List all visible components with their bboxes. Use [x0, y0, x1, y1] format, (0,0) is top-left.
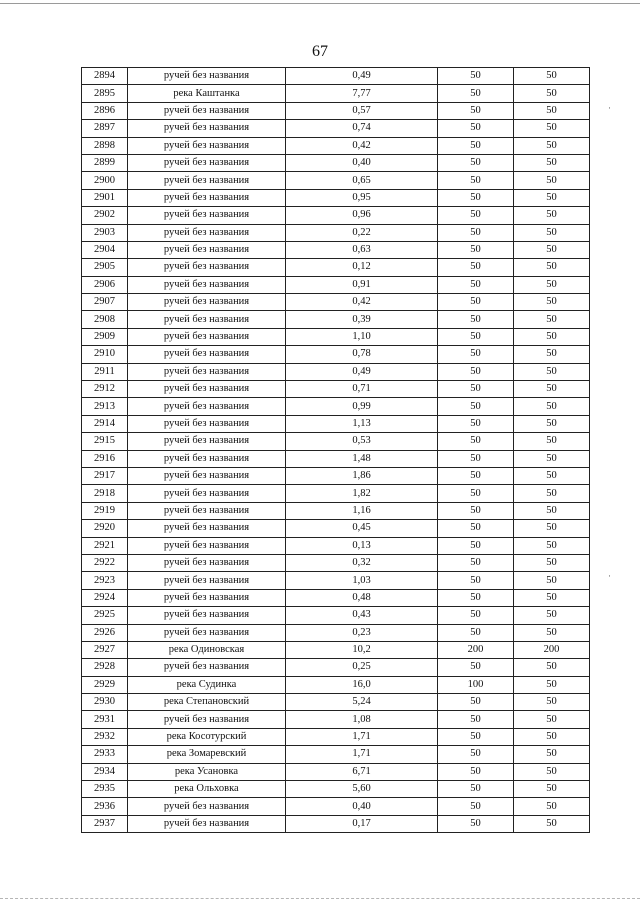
length-km-cell: 10,2	[286, 641, 438, 658]
row-number-cell: 2899	[82, 154, 128, 171]
protection-zone-cell: 50	[438, 781, 514, 798]
row-number-cell: 2932	[82, 728, 128, 745]
coastal-strip-cell: 50	[514, 120, 590, 137]
coastal-strip-cell: 50	[514, 624, 590, 641]
protection-zone-cell: 50	[438, 172, 514, 189]
coastal-strip-cell: 50	[514, 798, 590, 815]
coastal-strip-cell: 50	[514, 815, 590, 832]
length-km-cell: 0,99	[286, 398, 438, 415]
table-row	[82, 781, 590, 798]
protection-zone-cell: 50	[438, 241, 514, 258]
scan-speck: ·	[608, 571, 611, 581]
coastal-strip-cell: 50	[514, 398, 590, 415]
length-km-cell: 0,65	[286, 172, 438, 189]
coastal-strip-cell: 50	[514, 85, 590, 102]
water-body-name-cell: ручей без названия	[128, 137, 286, 154]
row-number-cell: 2921	[82, 537, 128, 554]
water-body-name-cell: река Степановский	[128, 694, 286, 711]
water-body-name-cell: ручей без названия	[128, 485, 286, 502]
row-number-cell: 2909	[82, 328, 128, 345]
table-row	[82, 763, 590, 780]
coastal-strip-cell: 50	[514, 763, 590, 780]
coastal-strip-cell: 50	[514, 746, 590, 763]
coastal-strip-cell: 50	[514, 311, 590, 328]
length-km-cell: 0,49	[286, 68, 438, 85]
water-body-name-cell: река Одиновская	[128, 641, 286, 658]
coastal-strip-cell: 50	[514, 520, 590, 537]
water-body-name-cell: ручей без названия	[128, 259, 286, 276]
table-row	[82, 554, 590, 571]
row-number-cell: 2917	[82, 467, 128, 484]
length-km-cell: 5,24	[286, 694, 438, 711]
water-body-name-cell: ручей без названия	[128, 537, 286, 554]
table-row	[82, 294, 590, 311]
row-number-cell: 2895	[82, 85, 128, 102]
length-km-cell: 1,03	[286, 572, 438, 589]
coastal-strip-cell: 50	[514, 328, 590, 345]
length-km-cell: 0,22	[286, 224, 438, 241]
row-number-cell: 2926	[82, 624, 128, 641]
water-body-name-cell: ручей без названия	[128, 154, 286, 171]
coastal-strip-cell: 50	[514, 659, 590, 676]
coastal-strip-cell: 50	[514, 694, 590, 711]
row-number-cell: 2931	[82, 711, 128, 728]
table-row	[82, 520, 590, 537]
coastal-strip-cell: 50	[514, 485, 590, 502]
protection-zone-cell: 50	[438, 363, 514, 380]
row-number-cell: 2901	[82, 189, 128, 206]
protection-zone-cell: 50	[438, 381, 514, 398]
length-km-cell: 0,78	[286, 346, 438, 363]
table-row	[82, 694, 590, 711]
table-row	[82, 154, 590, 171]
table-row	[82, 241, 590, 258]
table-row	[82, 676, 590, 693]
length-km-cell: 0,63	[286, 241, 438, 258]
coastal-strip-cell: 50	[514, 68, 590, 85]
length-km-cell: 0,32	[286, 554, 438, 571]
table-row	[82, 68, 590, 85]
protection-zone-cell: 50	[438, 311, 514, 328]
table-row	[82, 102, 590, 119]
length-km-cell: 1,16	[286, 502, 438, 519]
length-km-cell: 0,57	[286, 102, 438, 119]
coastal-strip-cell: 50	[514, 259, 590, 276]
protection-zone-cell: 50	[438, 746, 514, 763]
length-km-cell: 5,60	[286, 781, 438, 798]
length-km-cell: 0,91	[286, 276, 438, 293]
water-bodies-table-wrapper	[81, 67, 589, 833]
protection-zone-cell: 50	[438, 276, 514, 293]
row-number-cell: 2896	[82, 102, 128, 119]
row-number-cell: 2933	[82, 746, 128, 763]
coastal-strip-cell: 50	[514, 241, 590, 258]
row-number-cell: 2934	[82, 763, 128, 780]
water-body-name-cell: ручей без названия	[128, 381, 286, 398]
protection-zone-cell: 50	[438, 102, 514, 119]
coastal-strip-cell: 50	[514, 207, 590, 224]
protection-zone-cell: 100	[438, 676, 514, 693]
table-row	[82, 624, 590, 641]
coastal-strip-cell: 50	[514, 728, 590, 745]
row-number-cell: 2929	[82, 676, 128, 693]
coastal-strip-cell: 50	[514, 502, 590, 519]
protection-zone-cell: 50	[438, 589, 514, 606]
row-number-cell: 2930	[82, 694, 128, 711]
scan-edge-bottom	[0, 898, 640, 899]
protection-zone-cell: 50	[438, 346, 514, 363]
length-km-cell: 0,17	[286, 815, 438, 832]
coastal-strip-cell: 50	[514, 381, 590, 398]
length-km-cell: 7,77	[286, 85, 438, 102]
protection-zone-cell: 50	[438, 259, 514, 276]
row-number-cell: 2907	[82, 294, 128, 311]
protection-zone-cell: 50	[438, 467, 514, 484]
row-number-cell: 2919	[82, 502, 128, 519]
table-row	[82, 259, 590, 276]
protection-zone-cell: 50	[438, 154, 514, 171]
coastal-strip-cell: 50	[514, 276, 590, 293]
water-bodies-table	[81, 67, 590, 833]
table-row	[82, 502, 590, 519]
coastal-strip-cell: 50	[514, 676, 590, 693]
water-body-name-cell: ручей без названия	[128, 572, 286, 589]
protection-zone-cell: 50	[438, 68, 514, 85]
row-number-cell: 2927	[82, 641, 128, 658]
length-km-cell: 0,25	[286, 659, 438, 676]
coastal-strip-cell: 50	[514, 102, 590, 119]
length-km-cell: 1,71	[286, 728, 438, 745]
coastal-strip-cell: 50	[514, 363, 590, 380]
length-km-cell: 0,13	[286, 537, 438, 554]
water-body-name-cell: ручей без названия	[128, 607, 286, 624]
row-number-cell: 2924	[82, 589, 128, 606]
row-number-cell: 2902	[82, 207, 128, 224]
water-body-name-cell: ручей без названия	[128, 120, 286, 137]
water-body-name-cell: ручей без названия	[128, 398, 286, 415]
coastal-strip-cell: 50	[514, 607, 590, 624]
coastal-strip-cell: 50	[514, 467, 590, 484]
length-km-cell: 0,40	[286, 154, 438, 171]
table-row	[82, 815, 590, 832]
protection-zone-cell: 50	[438, 294, 514, 311]
water-body-name-cell: ручей без названия	[128, 815, 286, 832]
protection-zone-cell: 50	[438, 554, 514, 571]
water-body-name-cell: ручей без названия	[128, 241, 286, 258]
row-number-cell: 2898	[82, 137, 128, 154]
coastal-strip-cell: 200	[514, 641, 590, 658]
water-body-name-cell: река Косотурский	[128, 728, 286, 745]
length-km-cell: 0,74	[286, 120, 438, 137]
protection-zone-cell: 200	[438, 641, 514, 658]
protection-zone-cell: 50	[438, 728, 514, 745]
water-body-name-cell: ручей без названия	[128, 68, 286, 85]
water-body-name-cell: ручей без названия	[128, 502, 286, 519]
water-body-name-cell: ручей без названия	[128, 467, 286, 484]
table-row	[82, 172, 590, 189]
coastal-strip-cell: 50	[514, 172, 590, 189]
row-number-cell: 2935	[82, 781, 128, 798]
table-row	[82, 433, 590, 450]
length-km-cell: 0,48	[286, 589, 438, 606]
row-number-cell: 2905	[82, 259, 128, 276]
protection-zone-cell: 50	[438, 450, 514, 467]
length-km-cell: 1,08	[286, 711, 438, 728]
table-row	[82, 328, 590, 345]
coastal-strip-cell: 50	[514, 781, 590, 798]
water-body-name-cell: река Судинка	[128, 676, 286, 693]
protection-zone-cell: 50	[438, 659, 514, 676]
coastal-strip-cell: 50	[514, 537, 590, 554]
page-number: 67	[312, 43, 328, 60]
row-number-cell: 2914	[82, 415, 128, 432]
water-body-name-cell: ручей без названия	[128, 450, 286, 467]
protection-zone-cell: 50	[438, 398, 514, 415]
water-body-name-cell: ручей без названия	[128, 415, 286, 432]
length-km-cell: 1,10	[286, 328, 438, 345]
coastal-strip-cell: 50	[514, 189, 590, 206]
row-number-cell: 2894	[82, 68, 128, 85]
water-body-name-cell: ручей без названия	[128, 311, 286, 328]
table-row	[82, 746, 590, 763]
row-number-cell: 2903	[82, 224, 128, 241]
table-row	[82, 641, 590, 658]
protection-zone-cell: 50	[438, 624, 514, 641]
table-row	[82, 659, 590, 676]
length-km-cell: 0,23	[286, 624, 438, 641]
table-body	[82, 68, 590, 833]
length-km-cell: 1,82	[286, 485, 438, 502]
water-body-name-cell: ручей без названия	[128, 554, 286, 571]
table-row	[82, 137, 590, 154]
length-km-cell: 0,95	[286, 189, 438, 206]
protection-zone-cell: 50	[438, 137, 514, 154]
coastal-strip-cell: 50	[514, 554, 590, 571]
length-km-cell: 0,42	[286, 294, 438, 311]
scan-edge-top	[0, 3, 640, 4]
protection-zone-cell: 50	[438, 607, 514, 624]
row-number-cell: 2936	[82, 798, 128, 815]
table-row	[82, 607, 590, 624]
table-row	[82, 381, 590, 398]
water-body-name-cell: река Зомаревский	[128, 746, 286, 763]
water-body-name-cell: ручей без названия	[128, 363, 286, 380]
length-km-cell: 0,53	[286, 433, 438, 450]
table-row	[82, 467, 590, 484]
row-number-cell: 2913	[82, 398, 128, 415]
length-km-cell: 0,71	[286, 381, 438, 398]
table-row	[82, 711, 590, 728]
protection-zone-cell: 50	[438, 694, 514, 711]
coastal-strip-cell: 50	[514, 294, 590, 311]
table-row	[82, 85, 590, 102]
water-body-name-cell: ручей без названия	[128, 624, 286, 641]
water-body-name-cell: ручей без названия	[128, 172, 286, 189]
row-number-cell: 2912	[82, 381, 128, 398]
protection-zone-cell: 50	[438, 520, 514, 537]
water-body-name-cell: река Ольховка	[128, 781, 286, 798]
water-body-name-cell: ручей без названия	[128, 207, 286, 224]
table-row	[82, 120, 590, 137]
water-body-name-cell: ручей без названия	[128, 798, 286, 815]
coastal-strip-cell: 50	[514, 433, 590, 450]
row-number-cell: 2937	[82, 815, 128, 832]
water-body-name-cell: ручей без названия	[128, 711, 286, 728]
length-km-cell: 0,40	[286, 798, 438, 815]
water-body-name-cell: ручей без названия	[128, 433, 286, 450]
protection-zone-cell: 50	[438, 815, 514, 832]
coastal-strip-cell: 50	[514, 224, 590, 241]
length-km-cell: 0,96	[286, 207, 438, 224]
protection-zone-cell: 50	[438, 763, 514, 780]
water-body-name-cell: река Усановка	[128, 763, 286, 780]
table-row	[82, 398, 590, 415]
coastal-strip-cell: 50	[514, 450, 590, 467]
row-number-cell: 2923	[82, 572, 128, 589]
protection-zone-cell: 50	[438, 120, 514, 137]
length-km-cell: 0,49	[286, 363, 438, 380]
row-number-cell: 2918	[82, 485, 128, 502]
row-number-cell: 2906	[82, 276, 128, 293]
row-number-cell: 2916	[82, 450, 128, 467]
table-row	[82, 798, 590, 815]
length-km-cell: 0,39	[286, 311, 438, 328]
length-km-cell: 1,48	[286, 450, 438, 467]
coastal-strip-cell: 50	[514, 137, 590, 154]
table-row	[82, 589, 590, 606]
row-number-cell: 2897	[82, 120, 128, 137]
table-row	[82, 485, 590, 502]
coastal-strip-cell: 50	[514, 572, 590, 589]
table-row	[82, 346, 590, 363]
row-number-cell: 2925	[82, 607, 128, 624]
coastal-strip-cell: 50	[514, 154, 590, 171]
row-number-cell: 2900	[82, 172, 128, 189]
protection-zone-cell: 50	[438, 415, 514, 432]
row-number-cell: 2911	[82, 363, 128, 380]
table-row	[82, 572, 590, 589]
length-km-cell: 1,86	[286, 467, 438, 484]
table-row	[82, 450, 590, 467]
protection-zone-cell: 50	[438, 207, 514, 224]
protection-zone-cell: 50	[438, 711, 514, 728]
row-number-cell: 2928	[82, 659, 128, 676]
water-body-name-cell: ручей без названия	[128, 224, 286, 241]
table-row	[82, 537, 590, 554]
length-km-cell: 6,71	[286, 763, 438, 780]
protection-zone-cell: 50	[438, 798, 514, 815]
row-number-cell: 2922	[82, 554, 128, 571]
protection-zone-cell: 50	[438, 224, 514, 241]
table-row	[82, 415, 590, 432]
water-body-name-cell: ручей без названия	[128, 276, 286, 293]
table-row	[82, 189, 590, 206]
water-body-name-cell: ручей без названия	[128, 328, 286, 345]
coastal-strip-cell: 50	[514, 415, 590, 432]
length-km-cell: 16,0	[286, 676, 438, 693]
protection-zone-cell: 50	[438, 85, 514, 102]
length-km-cell: 0,12	[286, 259, 438, 276]
protection-zone-cell: 50	[438, 485, 514, 502]
scan-speck: ·	[608, 103, 611, 113]
coastal-strip-cell: 50	[514, 589, 590, 606]
water-body-name-cell: ручей без названия	[128, 294, 286, 311]
table-row	[82, 311, 590, 328]
coastal-strip-cell: 50	[514, 346, 590, 363]
row-number-cell: 2910	[82, 346, 128, 363]
table-row	[82, 276, 590, 293]
table-row	[82, 728, 590, 745]
length-km-cell: 1,71	[286, 746, 438, 763]
water-body-name-cell: ручей без названия	[128, 102, 286, 119]
protection-zone-cell: 50	[438, 502, 514, 519]
water-body-name-cell: река Каштанка	[128, 85, 286, 102]
protection-zone-cell: 50	[438, 189, 514, 206]
water-body-name-cell: ручей без названия	[128, 589, 286, 606]
row-number-cell: 2920	[82, 520, 128, 537]
water-body-name-cell: ручей без названия	[128, 189, 286, 206]
protection-zone-cell: 50	[438, 572, 514, 589]
row-number-cell: 2904	[82, 241, 128, 258]
protection-zone-cell: 50	[438, 537, 514, 554]
table-row	[82, 224, 590, 241]
length-km-cell: 0,45	[286, 520, 438, 537]
protection-zone-cell: 50	[438, 328, 514, 345]
protection-zone-cell: 50	[438, 433, 514, 450]
length-km-cell: 1,13	[286, 415, 438, 432]
row-number-cell: 2908	[82, 311, 128, 328]
water-body-name-cell: ручей без названия	[128, 659, 286, 676]
length-km-cell: 0,43	[286, 607, 438, 624]
coastal-strip-cell: 50	[514, 711, 590, 728]
water-body-name-cell: ручей без названия	[128, 520, 286, 537]
water-body-name-cell: ручей без названия	[128, 346, 286, 363]
length-km-cell: 0,42	[286, 137, 438, 154]
table-row	[82, 207, 590, 224]
table-row	[82, 363, 590, 380]
row-number-cell: 2915	[82, 433, 128, 450]
